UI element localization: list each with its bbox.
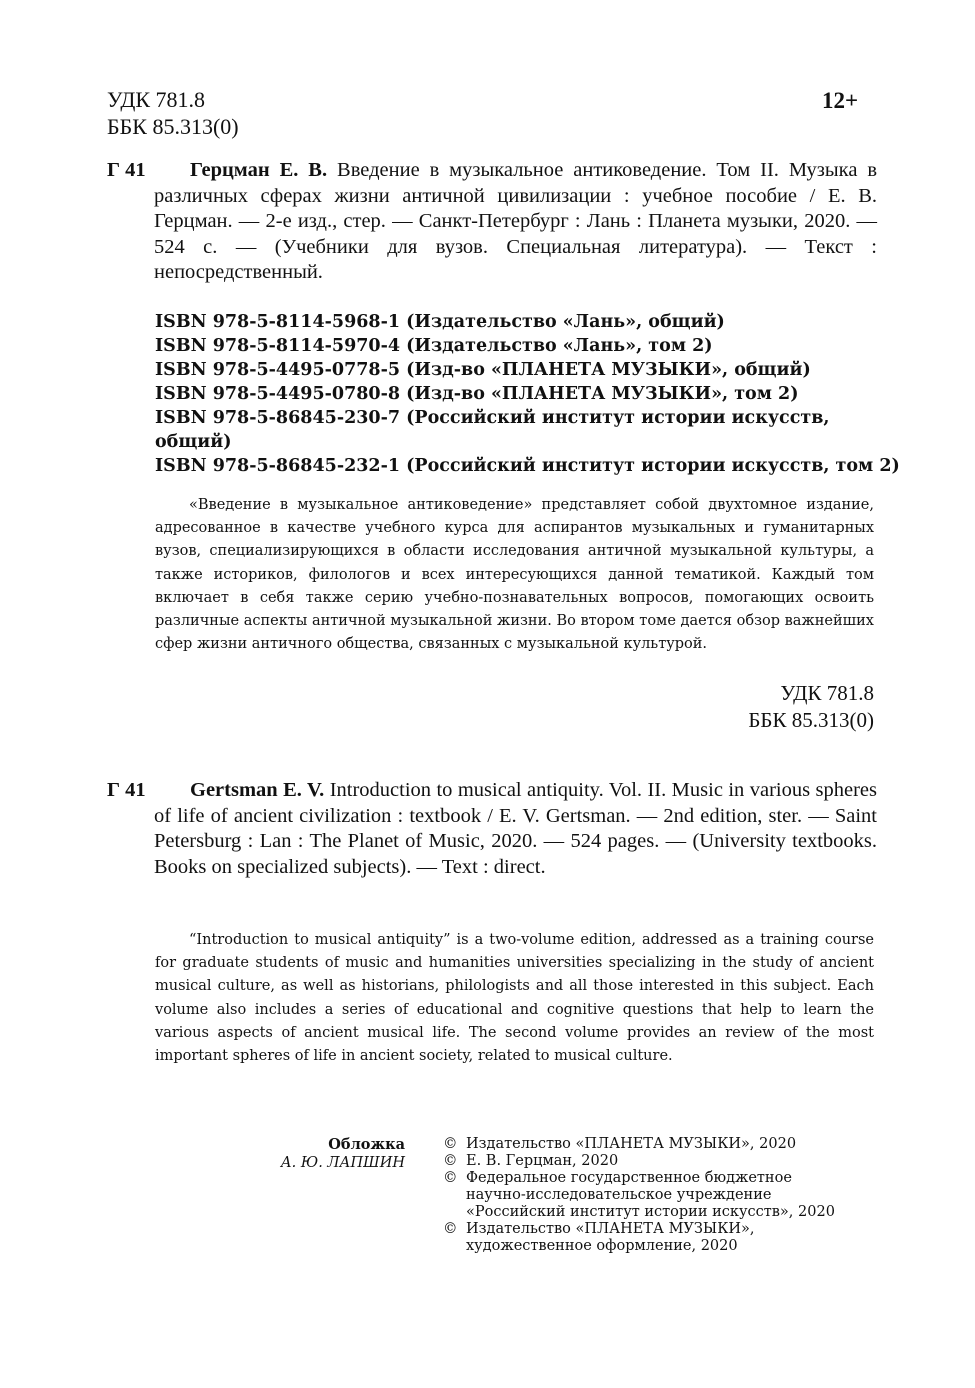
en-description: Introduction to musical antiquity. Vol. II. Music in various spheres of life of ancient civilization : textbook / E. V. Gertsman. — 2nd edition, ster. — Saint Petersburg : Lan : The Planet of Music, 2020. — 524 pages. — (University textbooks. Books on specialized subjects). — Text : direct. xyxy=(154,779,878,878)
bbk-code: ББК 85.313(0) xyxy=(748,708,874,732)
en-author: Gertsman E. V. xyxy=(190,779,325,801)
copyright-item xyxy=(443,1221,883,1255)
copyright-icon: © xyxy=(443,1153,458,1169)
isbn-line: ISBN 978-5-86845-230-7 (Российский институт истории искусств, общий) xyxy=(155,408,830,452)
age-rating: 12+ xyxy=(822,88,859,113)
author-mark: Г 41 xyxy=(107,159,146,181)
copyright-icon: © xyxy=(443,1136,458,1152)
ru-bibliographic-entry xyxy=(107,158,877,286)
copyright-line: Е. В. Герцман, 2020 xyxy=(466,1153,619,1169)
classification-header xyxy=(107,86,239,140)
copyright-list xyxy=(443,1136,883,1255)
udk-code: УДК 781.8 xyxy=(780,681,874,705)
bbk-code: ББК 85.313(0) xyxy=(107,114,239,139)
ru-abstract: «Введение в музыкальное антиковедение» представляет собой двухтомное издание, адресованное в качестве учебного курса для аспирантов музыкальных и гуманитарных вузов, специализирующихся в области исследования античной музыкальной культуры, а также историков, филологов и всех интересующихся данной тематикой. Каждый том включает в себя также серию учебно-познавательных вопросов, помогающих освоить различные аспекты античной музыкальной жизни. Во втором томе дается обзор важнейших сфер жизни античного общества, связанных с музыкальной культурой. xyxy=(155,497,874,653)
ru-description: Введение в музыкальное антиковедение. Том II. Музыка в различных сферах жизни античной цивилизации : учебное пособие / Е. В. Герцман. — 2-е изд., стер. — Санкт-Петербург : Лань : Планета музыки, 2020. — 524 с. — (Учебники для вузов. Специальная литература). — Текст : непосредственный. xyxy=(154,159,878,283)
cover-artist: А. Ю. ЛАПШИН xyxy=(280,1155,405,1171)
copyright-line: Издательство «ПЛАНЕТА МУЗЫКИ», xyxy=(466,1221,755,1237)
copyright-item xyxy=(443,1170,883,1221)
copyright-line: «Российский институт истории искусств», 2020 xyxy=(466,1204,835,1220)
cover-label: Обложка xyxy=(328,1136,405,1153)
classification-footer xyxy=(748,680,874,734)
cover-credit xyxy=(281,1136,405,1172)
en-entry-text xyxy=(154,778,877,880)
ru-author: Герцман Е. В. xyxy=(190,159,328,181)
isbn-line: ISBN 978-5-4495-0780-8 (Изд-во «ПЛАНЕТА МУЗЫКИ», том 2) xyxy=(155,384,799,404)
isbn-line: ISBN 978-5-8114-5968-1 (Издательство «Лань», общий) xyxy=(155,312,725,332)
copyright-line: Издательство «ПЛАНЕТА МУЗЫКИ», 2020 xyxy=(466,1136,797,1152)
isbn-line: ISBN 978-5-86845-232-1 (Российский институт истории искусств, том 2) xyxy=(155,456,900,476)
copyright-icon: © xyxy=(443,1170,458,1186)
author-mark: Г 41 xyxy=(107,779,146,801)
copyright-line: художественное оформление, 2020 xyxy=(466,1238,738,1254)
copyright-icon: © xyxy=(443,1221,458,1237)
en-abstract: “Introduction to musical antiquity” is a two-volume edition, addressed as a training course for graduate students of music and humanities universities specializing in the study of ancient musical culture, as well as historians, philologists and all those interested in this subject. Each volume also includes a series of educational and cognitive questions that help to learn the various aspects of ancient musical life. The second volume provides an review of the most important spheres of life in ancient society, related to musical culture. xyxy=(155,932,874,1065)
copyright-line: научно-исследовательское учреждение xyxy=(466,1187,772,1203)
copyright-item xyxy=(443,1136,883,1153)
ru-entry-text xyxy=(154,158,877,286)
copyright-item xyxy=(443,1153,883,1170)
isbn-line: ISBN 978-5-8114-5970-4 (Издательство «Лань», том 2) xyxy=(155,336,713,356)
isbn-list xyxy=(155,310,900,478)
copyright-line: Федеральное государственное бюджетное xyxy=(466,1170,792,1186)
udk-code: УДК 781.8 xyxy=(107,87,206,112)
isbn-line: ISBN 978-5-4495-0778-5 (Изд-во «ПЛАНЕТА МУЗЫКИ», общий) xyxy=(155,360,811,380)
en-bibliographic-entry xyxy=(107,778,877,880)
